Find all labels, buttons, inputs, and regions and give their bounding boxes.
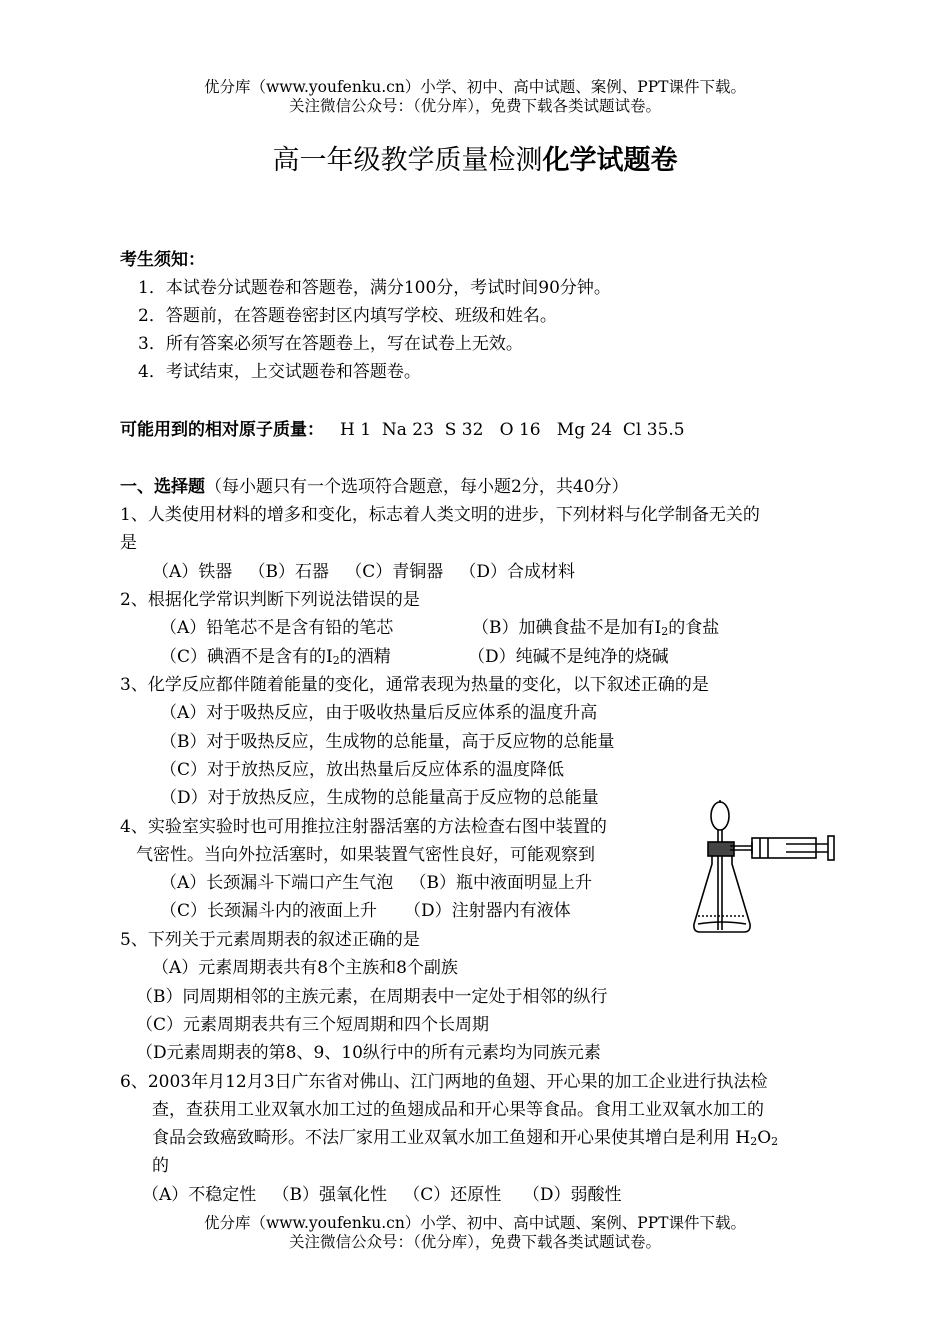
q2-c-sub: 2 <box>332 654 340 667</box>
q2-b-sub: 2 <box>661 625 669 638</box>
q5-option-d: （D元素周期表的第8、9、10纵行中的所有元素均为同族元素 <box>136 1043 601 1063</box>
q6-line-1: 6、2003年月12月3日广东省对佛山、江门两地的鱼翅、开心果的加工企业进行执法检 <box>120 1072 768 1092</box>
q5-option-b: （B）同周期相邻的主族元素，在周期表中一定处于相邻的纵行 <box>136 987 608 1007</box>
q6-line-2: 查，查获用工业双氧水加工过的鱼翅成品和开心果等食品。食用工业双氧水加工的 <box>152 1100 764 1120</box>
notice-item-3: 3．所有答案必须写在答题卷上，写在试卷上无效。 <box>138 334 523 354</box>
atomic-mass <box>120 419 685 441</box>
section-1-note: （每小题只有一个选项符合题意，每小题2分，共40分） <box>205 477 629 497</box>
section-1-heading <box>120 476 628 498</box>
q4-options-ab: （A）长颈漏斗下端口产生气泡 （B）瓶中液面明显上升 <box>160 873 592 893</box>
header-line-2: 关注微信公众号：（优分库），免费下载各类试题试卷。 <box>288 97 661 115</box>
q1-stem-2: 是 <box>120 533 137 553</box>
atomic-mass-label: 可能用到的相对原子质量： <box>120 420 324 440</box>
header-line-1: 优分库（www.youfenku.cn）小学、初中、高中试题、案例、PPT课件下载。 <box>203 78 747 96</box>
q2-c-text: （C）碘酒不是含有的I <box>160 647 333 667</box>
q6-options: （A）不稳定性 （B）强氧化性 （C）还原性 （D）弱酸性 <box>142 1185 622 1205</box>
q2-option-c <box>160 646 391 668</box>
notice-heading: 考生须知： <box>120 250 205 270</box>
q2-option-b <box>472 617 719 639</box>
title-bold: 化学试题卷 <box>542 145 678 176</box>
q3-option-d: （D）对于放热反应，生成物的总能量高于反应物的总能量 <box>160 788 599 808</box>
section-1-title: 一、选择题 <box>120 477 205 497</box>
q6-line-3-text: 食品会致癌致畸形。不法厂家用工业双氧水加工鱼翅和开心果使其增白是利用 H <box>152 1128 751 1148</box>
notice-item-4: 4．考试结束，上交试题卷和答题卷。 <box>138 362 421 382</box>
q2-c-post: 的酒精 <box>339 647 391 667</box>
flask-syringe-apparatus-illustration <box>690 798 840 940</box>
q5-option-c: （C）元素周期表共有三个短周期和四个长周期 <box>136 1015 490 1035</box>
q2-b-post: 的食盐 <box>668 618 720 638</box>
q2-option-d: （D）纯碱不是纯净的烧碱 <box>468 647 669 667</box>
q6-mid: O <box>757 1128 772 1148</box>
q6-sub-2: 2 <box>771 1135 779 1148</box>
q5-stem: 5、下列关于元素周期表的叙述正确的是 <box>120 930 420 950</box>
q3-option-c: （C）对于放热反应，放出热量后反应体系的温度降低 <box>160 760 565 780</box>
q2-option-a: （A）铅笔芯不是含有铅的笔芯 <box>160 618 394 638</box>
notice-item-1: 1．本试卷分试题卷和答题卷，满分100分，考试时间90分钟。 <box>138 278 611 298</box>
q6-line-3 <box>152 1127 778 1149</box>
q3-stem: 3、化学反应都伴随着能量的变化，通常表现为热量的变化，以下叙述正确的是 <box>120 675 709 695</box>
q3-option-b: （B）对于吸热反应，生成物的总能量，高于反应物的总能量 <box>160 732 615 752</box>
q2-b-text: （B）加碘食盐不是加有I <box>472 618 662 638</box>
notice-item-2: 2．答题前，在答题卷密封区内填写学校、班级和姓名。 <box>138 306 557 326</box>
q4-stem-2: 气密性。当向外拉活塞时，如果装置气密性良好，可能观察到 <box>136 845 595 865</box>
q2-stem: 2、根据化学常识判断下列说法错误的是 <box>120 590 420 610</box>
q1-stem-1: 1、人类使用材料的增多和变化，标志着人类文明的进步，下列材料与化学制备无关的 <box>120 505 760 525</box>
atomic-mass-values: H 1 Na 23 S 32 O 16 Mg 24 Cl 35.5 <box>340 420 685 440</box>
q1-options: （A）铁器 （B）石器 （C）青铜器 （D）合成材料 <box>152 562 576 582</box>
q5-option-a: （A）元素周期表共有8个主族和8个副族 <box>152 958 458 978</box>
title-normal: 高一年级教学质量检测 <box>272 145 543 176</box>
page-title <box>0 143 950 179</box>
q6-line-4: 的 <box>152 1156 169 1176</box>
q6-sub-1: 2 <box>750 1135 758 1148</box>
footer-line-2: 关注微信公众号：（优分库），免费下载各类试题试卷。 <box>288 1233 661 1251</box>
q4-options-cd: （C）长颈漏斗内的液面上升 （D）注射器内有液体 <box>160 901 571 921</box>
q4-stem-1: 4、实验室实验时也可用推拉注射器活塞的方法检查右图中装置的 <box>120 817 607 837</box>
footer-line-1: 优分库（www.youfenku.cn）小学、初中、高中试题、案例、PPT课件下载。 <box>203 1214 747 1232</box>
q3-option-a: （A）对于吸热反应，由于吸收热量后反应体系的温度升高 <box>160 703 598 723</box>
